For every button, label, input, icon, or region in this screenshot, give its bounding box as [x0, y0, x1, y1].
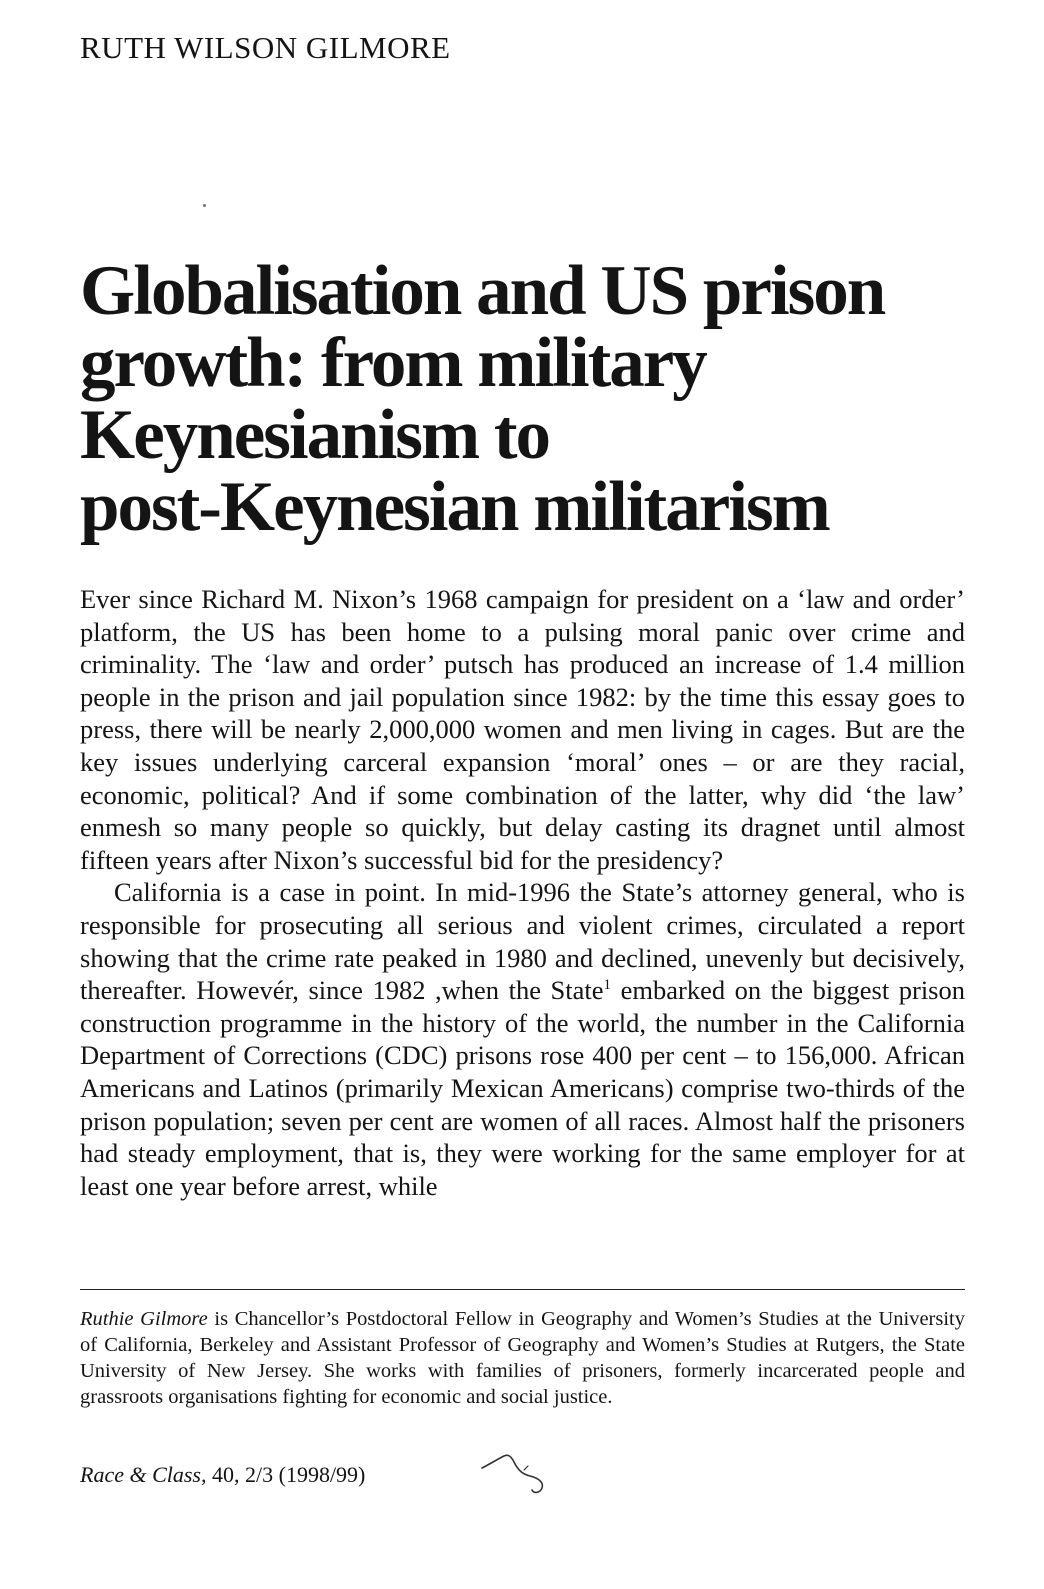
body-text-run: California is a case in point. In mid-1996 the State’s attorney general, who is responsible for prosecuting all serious and violent crimes, circulated a report showing that the crime rate peaked in 1980 and declined, unevenly but decisively, thereafter. Howevér, since 1982 ,when the State — [80, 877, 965, 1006]
author-bio — [80, 1306, 965, 1410]
body-paragraph — [80, 876, 965, 1202]
journal-name: Race & Class, — [80, 1462, 207, 1487]
journal-citation — [80, 1462, 365, 1488]
journal-volume: 40, 2/3 (1998/99) — [206, 1462, 366, 1487]
footnote-reference: 1 — [603, 977, 612, 994]
bio-text: is Chancellor’s Postdoctoral Fellow in Geography and Women’s Studies at the University of California, Berkeley and Assistant Professor of Geography and Women’s Studies at Rutgers, the State University of New Jersey. She works with families of prisoners, formerly incarcerated people and grassroots organisations fighting for economic and social justice. — [80, 1308, 965, 1408]
bio-author-name: Ruthie Gilmore — [80, 1308, 208, 1330]
footnote-divider — [80, 1289, 965, 1290]
title-line: Keynesianism to — [80, 396, 549, 474]
title-line: Globalisation and US prison — [80, 252, 885, 330]
title-line: growth: from military — [80, 324, 706, 402]
article-body — [80, 583, 965, 1202]
running-head: RUTH WILSON GILMORE — [80, 30, 451, 65]
handwritten-mark-icon — [478, 1452, 568, 1497]
article-title — [80, 252, 980, 546]
body-paragraph: Ever since Richard M. Nixon’s 1968 campaign for president on a ‘law and order’ platform, the US has been home to a pulsing moral panic over crime and criminality. The ‘law and order’ putsch has produced an increase of 1.4 million people in the prison and jail population since 1982: by the time this essay goes to press, there will be nearly 2,000,000 women and men living in cages. But are the key issues underlying carceral expansion ‘moral’ ones – or are they racial, economic, political? And if some combination of the latter, why did ‘the law’ enmesh so many people so quickly, but delay casting its dragnet until almost fifteen years after Nixon’s successful bid for the presidency? — [80, 584, 965, 875]
title-line: post-Keynesian militarism — [80, 468, 829, 546]
scan-speck — [203, 204, 206, 207]
body-text-run: embarked on the biggest prison construction programme in the history of the world, the number in the California Department of Corrections (CDC) prisons rose 400 per cent – to 156,000. African Americans and Latinos (primarily Mexican Americans) comprise two-thirds of the prison population; seven per cent are women of all races. Almost half the prisoners had steady employment, that is, they were working for the same employer for at least one year before arrest, while — [80, 975, 965, 1201]
